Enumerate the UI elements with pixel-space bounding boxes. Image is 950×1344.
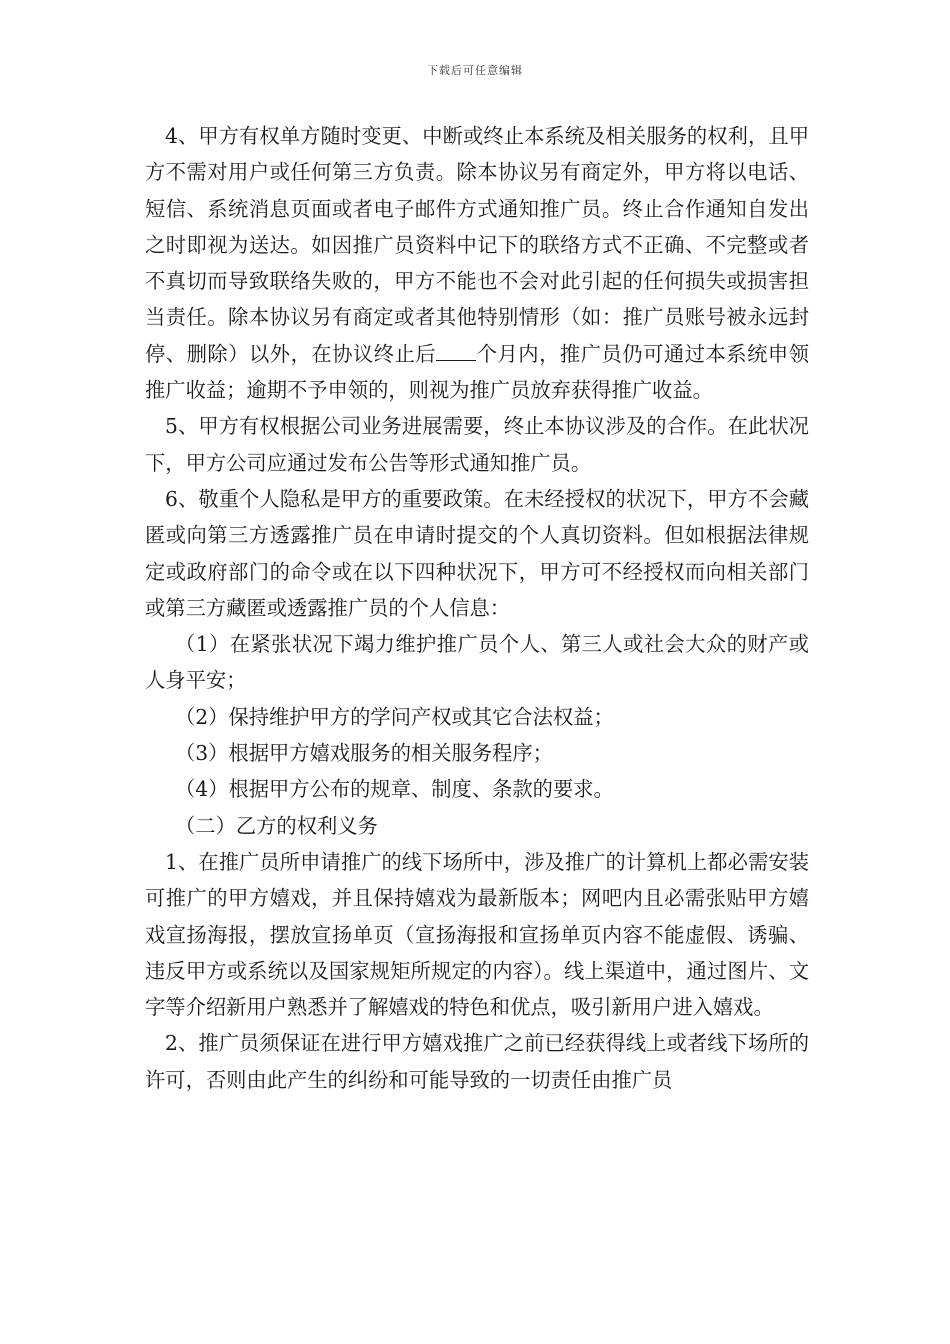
document-body xyxy=(145,118,809,1098)
clause-6-item-3: （3）根据甲方嬉戏服务的相关服务程序； xyxy=(175,741,553,766)
party-b-clause-2: 2、推广员须保证在进行甲方嬉戏推广之前已经获得线上或者线下场所的许可，否则由此产生的纠纷和可能导致的一切责任由推广员 xyxy=(145,1031,809,1092)
clause-4 xyxy=(145,118,809,408)
clause-5: 5、甲方有权根据公司业务进展需要，终止本协议涉及的合作。在此状况下，甲方公司应通过发布公告等形式通知推广员。 xyxy=(145,414,809,475)
clause-6-item-2: （2）保持维护甲方的学问产权或其它合法权益； xyxy=(175,704,614,729)
clause-4-tail: 个月内，推广员仍可通过本系统申领推广收益；逾期不予申领的，则视为推广员放弃获得推广收益。 xyxy=(145,341,809,403)
fill-in-blank xyxy=(436,342,476,361)
clause-4-text: 4、甲方有权单方随时变更、中断或终止本系统及相关服务的权利，且甲方不需对用户或任何第三方负责。除本协议另有商定外，甲方将以电话、短信、系统消息页面或者电子邮件方式通知推广员。终止合作通知自发出之时即视为送达。如因推广员资料中记下的联络方式不正确、不完整或者不真切而导致联络失败的，甲方不能也不会对此引起的任何损失或损害担当责任。除本协议另有商定或者其他特别情形（如：推广员账号被永远封停、删除）以外，在协议终止后 xyxy=(145,124,809,366)
section-heading-party-b: （二）乙方的权利义务 xyxy=(175,813,378,838)
clause-6: 6、敬重个人隐私是甲方的重要政策。在未经授权的状况下，甲方不会藏匿或向第三方透露推广员在申请时提交的个人真切资料。但如根据法律规定或政府部门的命令或在以下四种状况下，甲方可不经授权而向相关部门或第三方藏匿或透露推广员的个人信息： xyxy=(145,486,809,620)
clause-6-item-1: （1）在紧张状况下竭力维护推广员个人、第三人或社会大众的财产或人身平安； xyxy=(145,632,809,693)
party-b-clause-1: 1、在推广员所申请推广的线下场所中，涉及推广的计算机上都必需安装可推广的甲方嬉戏，并且保持嬉戏为最新版本；网吧内且必需张贴甲方嬉戏宣扬海报，摆放宣扬单页（宣扬海报和宣扬单页内容不能虚假、诱骗、违反甲方或系统以及国家规矩所规定的内容）。线上渠道中，通过图片、文字等介绍新用户熟悉并了解嬉戏的特色和优点，吸引新用户进入嬉戏。 xyxy=(145,849,809,1020)
clause-6-item-4: （4）根据甲方公布的规章、制度、条款的要求。 xyxy=(175,777,614,802)
page-header: 下载后可任意编辑 xyxy=(427,64,523,77)
